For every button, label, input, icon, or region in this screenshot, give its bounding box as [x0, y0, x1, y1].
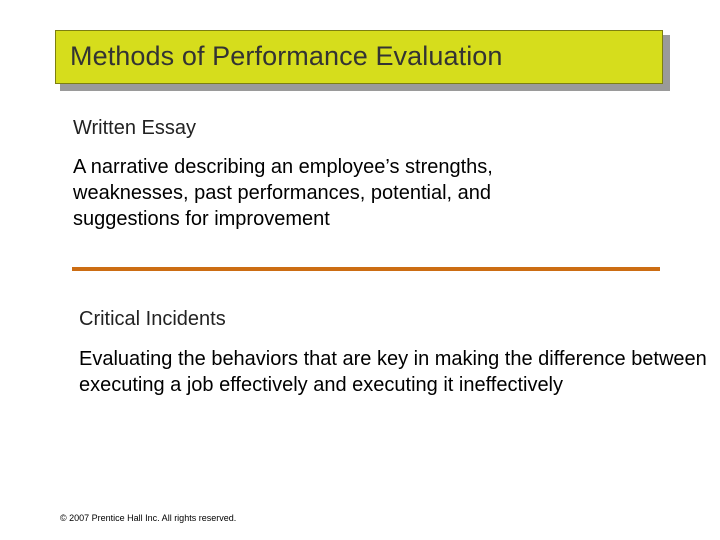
section-divider	[72, 267, 660, 271]
section-body-written-essay: A narrative describing an employee’s strengths, weaknesses, past performances, potential, and suggestions for improvement	[73, 156, 493, 230]
section-heading-written-essay: Written Essay	[73, 117, 196, 139]
copyright-footer: © 2007 Prentice Hall Inc. All rights reserved.	[60, 513, 237, 523]
slide-title: Methods of Performance Evaluation	[70, 41, 503, 71]
section-body-critical-incidents: Evaluating the behaviors that are key in making the difference between executing a job effectively and executing it ineffectively	[79, 348, 707, 396]
title-box	[55, 30, 663, 84]
section-heading-critical-incidents: Critical Incidents	[79, 308, 226, 330]
